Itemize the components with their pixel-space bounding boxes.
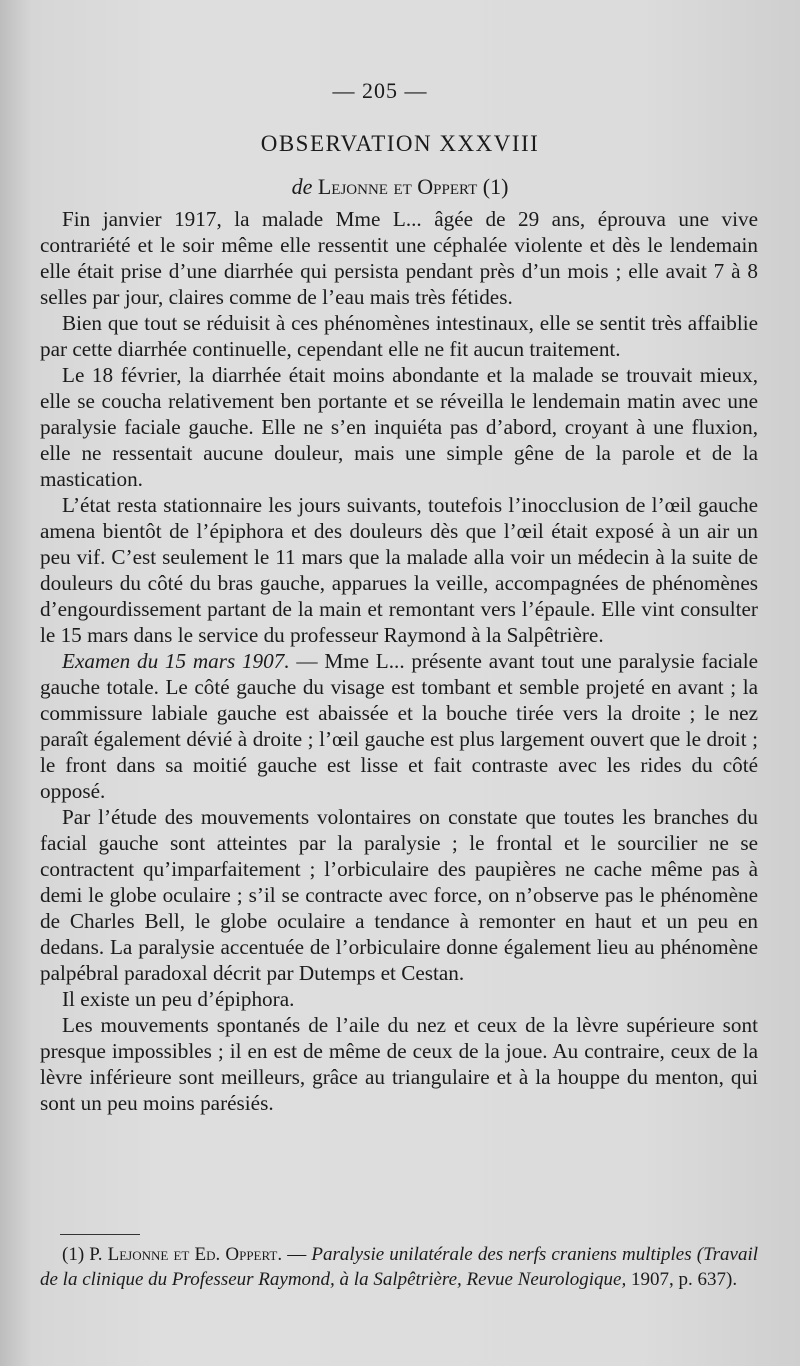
paragraph: Par l’étude des mouvements volontaires on constate que toutes les branches du facial gauche sont atteintes par la paralysie ; le frontal et le sourcilier ne se contractent qu’imparfaitement ; l’orbiculaire des paupières ne cache même pas à demi le globe oculaire ; s’il se contracte avec force, on n’observe pas le phénomène de Charles Bell, le globe oculaire a tendance à remonter en haut et un peu en dedans. La paralysie accentuée de l’orbiculaire donne également lieu au phénomène palpébral paradoxal décrit par Dutemps et Cestan.: [40, 805, 758, 985]
footnote-authors: P. Lejonne et Ed. Oppert.: [89, 1244, 283, 1265]
paragraph: Fin janvier 1917, la malade Mme L... âgée de 29 ans, éprouva une vive contrariété et le soir même elle ressentit une céphalée violente et dès le lendemain elle était prise d’une diarrhée qui persista pendant près d’un mois ; elle avait 7 à 8 selles par jour, claires comme de l’eau mais très fétides.: [40, 207, 758, 309]
paragraph: Le 18 février, la diarrhée était moins abondante et la malade se trouvait mieux, elle se coucha relativement ben portante et se réveilla le lendemain matin avec une paralysie faciale gauche. Elle ne s’en inquiéta pas d’abord, croyant à une fluxion, elle ne ressentait aucune douleur, mais une simple gêne de la parole et de la mastication.: [40, 363, 758, 491]
paragraph-exam: [40, 648, 758, 804]
paragraph: Les mouvements spontanés de l’aile du nez et ceux de la lèvre supérieure sont presque impossibles ; il en est de même de ceux de la joue. Au contraire, ceux de la lèvre inférieure sont meilleurs, grâce au triangulaire et à la houppe du menton, qui sont un peu moins parésiés.: [40, 1013, 758, 1115]
subtitle-authors: Lejonne et Oppert (1): [317, 174, 509, 199]
subtitle-prefix: de: [291, 174, 313, 199]
paragraph: Il existe un peu d’épiphora.: [62, 987, 295, 1011]
footnote-journal: Revue Neurologique,: [466, 1269, 627, 1290]
exam-lead: Examen du 15 mars 1907.: [62, 649, 290, 673]
footnote-title: Paralysie unilatérale des nerfs craniens multiples (Travail de la clinique du Professeur Raymond, à la Salpêtrière,: [40, 1244, 759, 1290]
exam-text: — Mme L... présente avant tout une paralysie faciale gauche totale. Le côté gauche du visage est tombant et semble projeté en avant ; la commissure labiale gauche est abaissée et la bouche tirée vers la droite ; le nez paraît également dévié à droite ; l’œil gauche est plus largement ouvert que le droit ; le front dans sa moitié gauche est lisse et fait contraste avec les rides du côté opposé.: [40, 649, 759, 803]
observation-body: [40, 206, 758, 1116]
footnote: [40, 1242, 758, 1292]
observation-subtitle: [0, 174, 800, 200]
page-number: — 205 —: [332, 78, 428, 103]
footnote-tail: 1907, p. 637).: [631, 1269, 738, 1290]
footnote-rule: [60, 1234, 140, 1235]
observation-title: OBSERVATION XXXVIII: [260, 131, 540, 156]
footnote-marker: (1): [62, 1244, 85, 1265]
footnote-dash: —: [287, 1244, 307, 1265]
paragraph: Bien que tout se réduisit à ces phénomènes intestinaux, elle se sentit très affaiblie par cette diarrhée continuelle, cependant elle ne fit aucun traitement.: [40, 311, 758, 361]
paragraph: L’état resta stationnaire les jours suivants, toutefois l’inocclusion de l’œil gauche amena bientôt de l’épiphora et des douleurs dès que l’œil était exposé à un air un peu vif. C’est seulement le 11 mars que la malade alla voir un médecin à la suite de douleurs du côté du bras gauche, apparues la veille, accompagnées de phénomènes d’engourdissement partant de la main et remontant vers l’épaule. Elle vint consulter le 15 mars dans le service du professeur Raymond à la Salpêtrière.: [40, 493, 758, 647]
